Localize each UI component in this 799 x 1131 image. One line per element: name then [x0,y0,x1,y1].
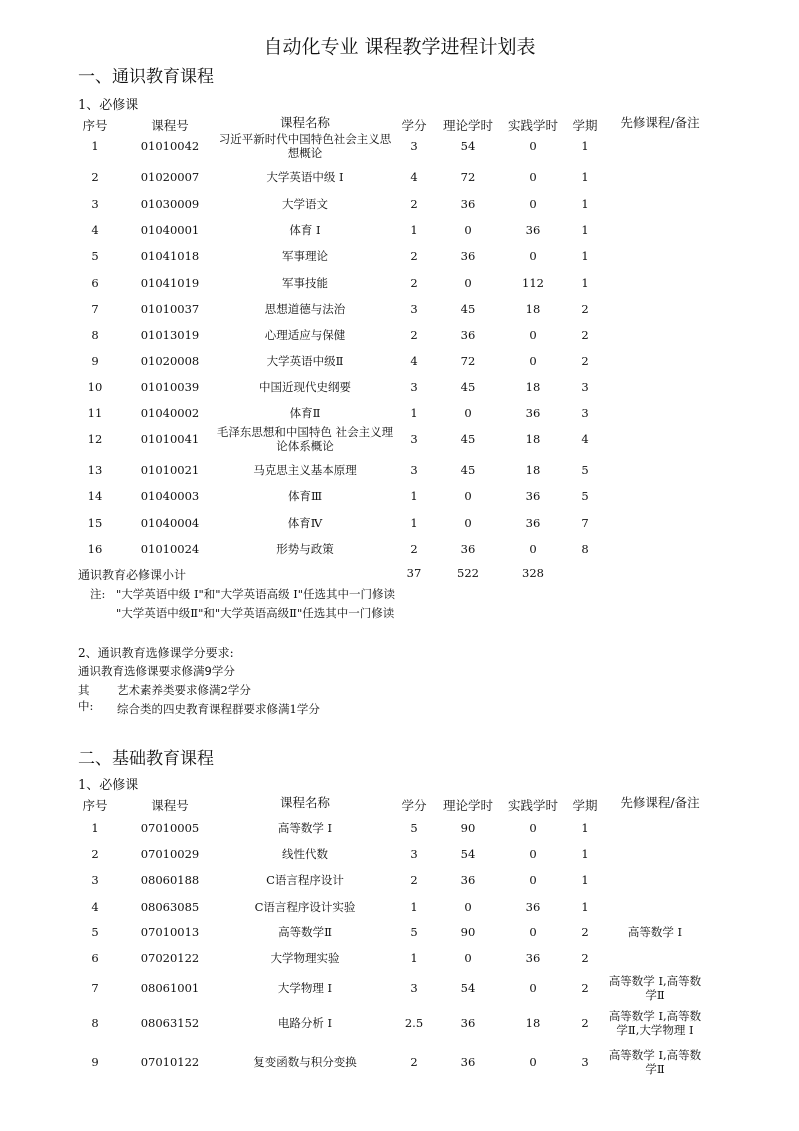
row-credit: 3 [410,463,418,477]
row-credit: 3 [410,302,418,316]
row-theory-hours: 45 [460,432,476,446]
row-practice-hours: 18 [525,302,541,316]
row-credit: 2 [410,1055,418,1069]
row-course-name: C语言程序设计实验 [254,900,356,914]
row-code: 08060188 [140,873,200,887]
row-practice-hours: 36 [525,900,541,914]
row-credit: 2 [410,873,418,887]
row-code: 01040003 [140,489,200,503]
row-course-name: 大学英语中级 Ⅰ [266,170,344,184]
row-course-name: 思想道德与法治 [264,302,346,316]
row-credit: 5 [410,925,418,939]
col-credit: 学分 [401,798,427,813]
row-theory-hours: 36 [460,873,476,887]
row-semester: 5 [581,463,589,477]
row-prereq: 高等数学 Ⅰ [627,925,683,939]
row-semester: 2 [581,1016,589,1030]
col-theory: 理论学时 [442,118,493,133]
row-practice-hours: 0 [529,542,537,556]
elective-requirement: 通识教育选修课要求修满9学分 [78,664,235,678]
row-course-name: 中国近现代史纲要 [259,380,351,394]
row-seq: 3 [91,873,99,887]
elective-item-2: 综合类的四史教育课程群要求修满1学分 [117,702,320,716]
row-theory-hours: 36 [460,1055,476,1069]
row-course-name: 复变函数与积分变换 [253,1055,357,1069]
row-practice-hours: 112 [522,276,544,290]
row-semester: 1 [581,821,589,835]
row-credit: 1 [410,223,418,237]
row-semester: 1 [581,847,589,861]
required-heading-general: 1、必修课 [78,98,139,113]
row-code: 01010039 [140,380,200,394]
row-semester: 2 [581,981,589,995]
col-practice: 实践学时 [507,798,558,813]
row-credit: 2 [410,249,418,263]
row-course-name: 大学语文 [282,197,328,211]
row-credit: 1 [410,951,418,965]
row-code: 01013019 [140,328,200,342]
row-code: 01040001 [140,223,200,237]
row-code: 07010122 [140,1055,200,1069]
row-course-name: 体育Ⅱ [289,406,321,420]
row-semester: 1 [581,139,589,153]
row-semester: 1 [581,170,589,184]
row-course-name: 习近平新时代中国特色社会主义思想概论 [218,132,392,160]
row-course-name: 体育 Ⅰ [289,223,321,237]
required-heading-basic: 1、必修课 [78,778,139,793]
row-seq: 11 [87,406,103,420]
col-prereq: 先修课程/备注 [620,795,700,810]
col-practice: 实践学时 [507,118,558,133]
row-seq: 1 [91,821,99,835]
row-theory-hours: 90 [460,925,476,939]
row-seq: 5 [91,249,99,263]
row-theory-hours: 36 [460,197,476,211]
row-seq: 9 [91,354,99,368]
row-seq: 1 [91,139,99,153]
row-seq: 14 [87,489,103,503]
row-course-name: 毛泽东思想和中国特色 社会主义理论体系概论 [216,425,394,453]
row-code: 07020122 [140,951,200,965]
subtotal-practice: 328 [522,566,544,580]
row-course-name: 大学英语中级Ⅱ [266,354,344,368]
row-code: 01010041 [140,432,200,446]
row-practice-hours: 36 [525,951,541,965]
row-practice-hours: 0 [529,847,537,861]
row-semester: 7 [581,516,589,530]
row-practice-hours: 36 [525,223,541,237]
row-theory-hours: 0 [464,951,472,965]
row-credit: 1 [410,900,418,914]
section-heading-general: 一、通识教育课程 [78,67,214,87]
row-practice-hours: 0 [529,981,537,995]
row-course-name: 大学物理实验 [270,951,340,965]
row-theory-hours: 54 [460,139,476,153]
row-code: 01020008 [140,354,200,368]
row-practice-hours: 18 [525,1016,541,1030]
among-label-1: 其 [78,683,90,697]
elective-heading: 2、通识教育选修课学分要求: [78,646,234,660]
row-semester: 5 [581,489,589,503]
row-course-name: 体育Ⅲ [287,489,323,503]
col-semester: 学期 [572,798,598,813]
row-practice-hours: 0 [529,170,537,184]
row-practice-hours: 0 [529,925,537,939]
row-practice-hours: 36 [525,489,541,503]
row-practice-hours: 0 [529,354,537,368]
row-practice-hours: 0 [529,873,537,887]
row-seq: 15 [87,516,103,530]
page-title: 自动化专业 课程教学进程计划表 [263,36,536,58]
row-code: 07010029 [140,847,200,861]
row-semester: 2 [581,951,589,965]
row-credit: 2.5 [404,1016,424,1030]
row-credit: 1 [410,516,418,530]
row-course-name: 电路分析 Ⅰ [277,1016,333,1030]
row-course-name: 军事理论 [282,249,328,263]
col-semester: 学期 [572,118,598,133]
row-theory-hours: 0 [464,276,472,290]
subtotal-credit: 37 [406,566,422,580]
row-semester: 2 [581,328,589,342]
row-credit: 3 [410,139,418,153]
row-code: 01020007 [140,170,200,184]
elective-item-1: 艺术素养类要求修满2学分 [117,683,251,697]
row-seq: 2 [91,847,99,861]
row-seq: 9 [91,1055,99,1069]
row-seq: 6 [91,951,99,965]
row-theory-hours: 54 [460,981,476,995]
row-practice-hours: 0 [529,1055,537,1069]
row-credit: 2 [410,542,418,556]
row-code: 01041019 [140,276,200,290]
row-code: 01040002 [140,406,200,420]
col-seq: 序号 [82,798,108,813]
col-code: 课程号 [151,798,189,813]
row-semester: 1 [581,249,589,263]
col-prereq: 先修课程/备注 [620,115,700,130]
row-practice-hours: 36 [525,406,541,420]
row-course-name: 军事技能 [282,276,328,290]
row-credit: 3 [410,981,418,995]
row-credit: 4 [410,354,418,368]
row-code: 01010042 [140,139,200,153]
col-name: 课程名称 [279,795,330,810]
row-prereq: 高等数学 Ⅰ,高等数学Ⅱ,大学物理 Ⅰ [608,1009,702,1037]
row-practice-hours: 0 [529,328,537,342]
row-practice-hours: 0 [529,139,537,153]
row-semester: 1 [581,223,589,237]
row-credit: 2 [410,328,418,342]
row-code: 08063085 [140,900,200,914]
row-semester: 2 [581,925,589,939]
row-theory-hours: 36 [460,328,476,342]
row-course-name: 高等数学Ⅱ [278,925,332,939]
row-practice-hours: 0 [529,197,537,211]
row-code: 01010021 [140,463,200,477]
row-theory-hours: 72 [460,354,476,368]
row-code: 07010005 [140,821,200,835]
row-seq: 7 [91,981,99,995]
row-course-name: 马克思主义基本原理 [253,463,357,477]
row-theory-hours: 45 [460,380,476,394]
row-practice-hours: 0 [529,821,537,835]
row-theory-hours: 0 [464,223,472,237]
row-semester: 2 [581,302,589,316]
row-credit: 3 [410,847,418,861]
row-practice-hours: 18 [525,432,541,446]
row-credit: 1 [410,489,418,503]
note-line-1: "大学英语中级 Ⅰ"和"大学英语高级 Ⅰ"任选其中一门修读 [116,587,396,601]
row-prereq: 高等数学 Ⅰ,高等数学Ⅱ [608,1048,702,1076]
row-course-name: 大学物理 Ⅰ [277,981,333,995]
subtotal-theory: 522 [457,566,479,580]
row-seq: 7 [91,302,99,316]
row-code: 08061001 [140,981,200,995]
row-code: 01010037 [140,302,200,316]
row-theory-hours: 0 [464,900,472,914]
col-theory: 理论学时 [442,798,493,813]
note-label: 注: [90,587,106,601]
row-theory-hours: 54 [460,847,476,861]
row-course-name: C语言程序设计 [266,873,344,887]
row-seq: 4 [91,223,99,237]
row-theory-hours: 36 [460,542,476,556]
row-theory-hours: 90 [460,821,476,835]
row-theory-hours: 0 [464,516,472,530]
row-semester: 3 [581,1055,589,1069]
row-semester: 1 [581,276,589,290]
row-seq: 6 [91,276,99,290]
row-seq: 3 [91,197,99,211]
row-credit: 1 [410,406,418,420]
row-seq: 10 [87,380,103,394]
row-theory-hours: 36 [460,249,476,263]
row-theory-hours: 0 [464,406,472,420]
col-seq: 序号 [82,118,108,133]
row-practice-hours: 18 [525,463,541,477]
row-seq: 12 [87,432,103,446]
row-practice-hours: 18 [525,380,541,394]
section-heading-basic: 二、基础教育课程 [78,749,214,769]
row-credit: 2 [410,276,418,290]
row-code: 01041018 [140,249,200,263]
row-code: 07010013 [140,925,200,939]
row-practice-hours: 36 [525,516,541,530]
row-semester: 4 [581,432,589,446]
row-code: 01040004 [140,516,200,530]
row-seq: 13 [87,463,103,477]
row-theory-hours: 36 [460,1016,476,1030]
col-code: 课程号 [151,118,189,133]
row-credit: 2 [410,197,418,211]
row-code: 01030009 [140,197,200,211]
row-seq: 16 [87,542,103,556]
col-credit: 学分 [401,118,427,133]
row-practice-hours: 0 [529,249,537,263]
row-credit: 3 [410,380,418,394]
row-semester: 1 [581,197,589,211]
col-name: 课程名称 [279,115,330,130]
row-theory-hours: 72 [460,170,476,184]
row-credit: 4 [410,170,418,184]
row-theory-hours: 45 [460,302,476,316]
row-code: 08063152 [140,1016,200,1030]
row-seq: 8 [91,1016,99,1030]
row-course-name: 高等数学 Ⅰ [277,821,333,835]
row-credit: 3 [410,432,418,446]
row-course-name: 体育Ⅳ [287,516,323,530]
row-prereq: 高等数学 Ⅰ,高等数学Ⅱ [608,974,702,1002]
row-semester: 3 [581,380,589,394]
row-credit: 5 [410,821,418,835]
among-label-2: 中: [78,699,94,713]
row-course-name: 形势与政策 [276,542,334,556]
row-seq: 8 [91,328,99,342]
row-course-name: 心理适应与保健 [264,328,346,342]
row-theory-hours: 0 [464,489,472,503]
subtotal-label: 通识教育必修课小计 [78,568,187,582]
row-semester: 2 [581,354,589,368]
row-seq: 4 [91,900,99,914]
row-semester: 1 [581,900,589,914]
row-semester: 1 [581,873,589,887]
row-semester: 3 [581,406,589,420]
row-semester: 8 [581,542,589,556]
row-theory-hours: 45 [460,463,476,477]
row-seq: 2 [91,170,99,184]
row-course-name: 线性代数 [282,847,328,861]
row-code: 01010024 [140,542,200,556]
row-seq: 5 [91,925,99,939]
note-line-2: "大学英语中级Ⅱ"和"大学英语高级Ⅱ"任选其中一门修读 [116,606,395,620]
